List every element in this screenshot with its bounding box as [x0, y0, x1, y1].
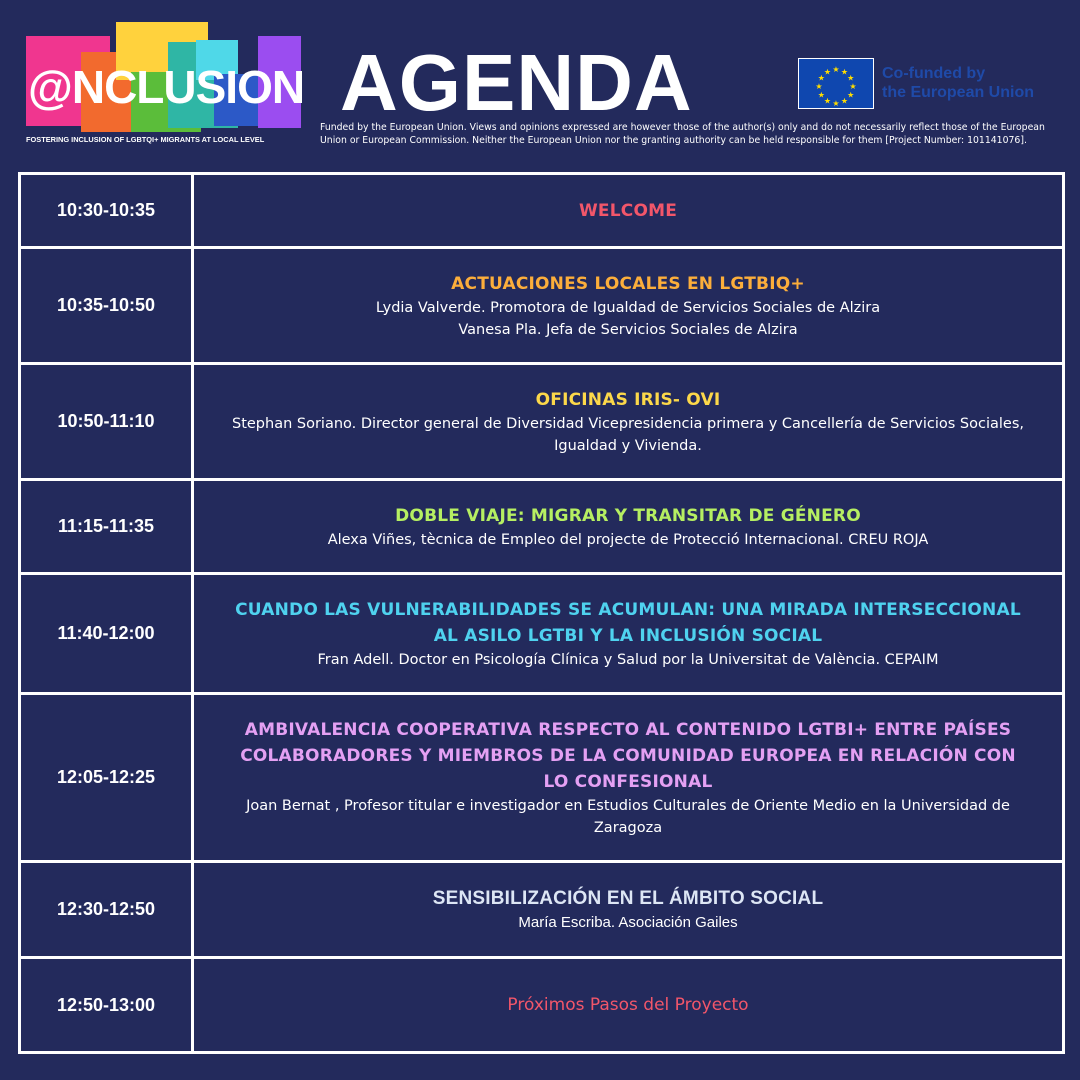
session-time: 11:40-12:00 — [21, 575, 194, 692]
agenda-row — [21, 959, 1062, 1051]
svg-text:★: ★ — [823, 96, 832, 106]
page-title: AGENDA — [340, 38, 693, 127]
session-time: 10:35-10:50 — [21, 249, 194, 362]
logo-tagline: FOSTERING INCLUSION OF LGBTQI+ MIGRANTS AT LOCAL LEVEL — [26, 135, 265, 144]
session-speaker: Alexa Viñes, tècnica de Empleo del projecte de Protecció Internacional. CREU ROJA — [327, 531, 929, 548]
agenda-row — [21, 249, 1062, 365]
eu-line-1: Co-funded by — [882, 65, 986, 82]
session-time: 12:30-12:50 — [21, 863, 194, 956]
session-content — [194, 175, 1062, 246]
agenda-row — [21, 481, 1062, 575]
eu-line-2: the European Union — [882, 84, 1034, 101]
session-content — [194, 365, 1062, 478]
agenda-row — [21, 365, 1062, 481]
session-speaker: Stephan Soriano. Director general de Diversidad Vicepresidencia primera y Cancellería de Servicios Sociales, Igualdad y Vivienda. — [232, 415, 1024, 454]
session-title: WELCOME — [578, 200, 678, 221]
session-title: Próximos Pasos del Proyecto — [507, 995, 749, 1015]
session-title: OFICINAS IRIS- OVI — [535, 389, 721, 410]
session-title: SENSIBILIZACIÓN EN EL ÁMBITO SOCIAL — [432, 887, 824, 909]
session-title: DOBLE VIAJE: MIGRAR Y TRANSITAR DE GÉNERO — [395, 505, 861, 526]
svg-text:★: ★ — [823, 67, 832, 77]
svg-text:★: ★ — [817, 73, 825, 83]
eu-flag-icon — [798, 58, 874, 109]
eu-stars-icon — [799, 59, 873, 108]
session-content — [194, 249, 1062, 362]
session-title: CUANDO LAS VULNERABILIDADES SE ACUMULAN: UNA MIRADA INTERSECCIONAL AL ASILO LGTBI Y LA INCLUSIÓN SOCIAL — [235, 599, 1021, 646]
session-time: 10:50-11:10 — [21, 365, 194, 478]
svg-text:★: ★ — [847, 90, 855, 100]
session-content — [194, 575, 1062, 692]
svg-text:★: ★ — [832, 65, 840, 74]
svg-text:★: ★ — [840, 67, 849, 77]
agenda-row — [21, 695, 1062, 863]
session-speaker: Lydia Valverde. Promotora de Igualdad de Servicios Sociales de Alzira — [375, 299, 881, 316]
session-title: AMBIVALENCIA COOPERATIVA RESPECTO AL CONTENIDO LGTBI+ ENTRE PAÍSES COLABORADORES Y MIEMBROS DE LA COMUNIDAD EUROPEA EN RELACIÓN CON LO CONFESIONAL — [240, 719, 1016, 792]
agenda-row — [21, 863, 1062, 959]
funding-disclaimer: Funded by the European Union. Views and opinions expressed are however those of the author(s) only and do not necessarily reflect those of the European Union or European Commission. Neither the European Union nor the granting authority can be held responsible for them [Project Number: 101141076]. — [320, 122, 1045, 146]
logo-wordmark: @NCLUSION — [28, 61, 305, 113]
session-time: 12:05-12:25 — [21, 695, 194, 860]
session-title: ACTUACIONES LOCALES EN LGTBIQ+ — [451, 273, 805, 294]
session-time: 11:15-11:35 — [21, 481, 194, 572]
session-content — [194, 695, 1062, 860]
session-time: 10:30-10:35 — [21, 175, 194, 246]
svg-text:★: ★ — [817, 90, 825, 100]
svg-text:★: ★ — [840, 96, 849, 106]
svg-text:★: ★ — [832, 99, 840, 108]
session-speaker: Vanesa Pla. Jefa de Servicios Sociales de Alzira — [458, 321, 798, 338]
svg-text:★: ★ — [815, 82, 823, 91]
session-content — [194, 481, 1062, 572]
session-speaker: Fran Adell. Doctor en Psicología Clínica y Salud por la Universitat de València. CEPAIM — [317, 651, 939, 668]
svg-text:★: ★ — [849, 82, 857, 91]
agenda-table — [18, 172, 1065, 1054]
agenda-row — [21, 575, 1062, 695]
session-speaker: Joan Bernat , Profesor titular e investigador en Estudios Culturales de Oriente Medio en la Universidad de Zaragoza — [246, 797, 1010, 836]
session-speaker: María Escriba. Asociación Gailes — [518, 913, 738, 931]
svg-text:★: ★ — [847, 73, 855, 83]
nclusion-logo — [26, 22, 305, 150]
agenda-row — [21, 175, 1062, 249]
session-content — [194, 959, 1062, 1051]
session-time: 12:50-13:00 — [21, 959, 194, 1051]
eu-cofunded-label — [882, 64, 1034, 102]
session-content — [194, 863, 1062, 956]
